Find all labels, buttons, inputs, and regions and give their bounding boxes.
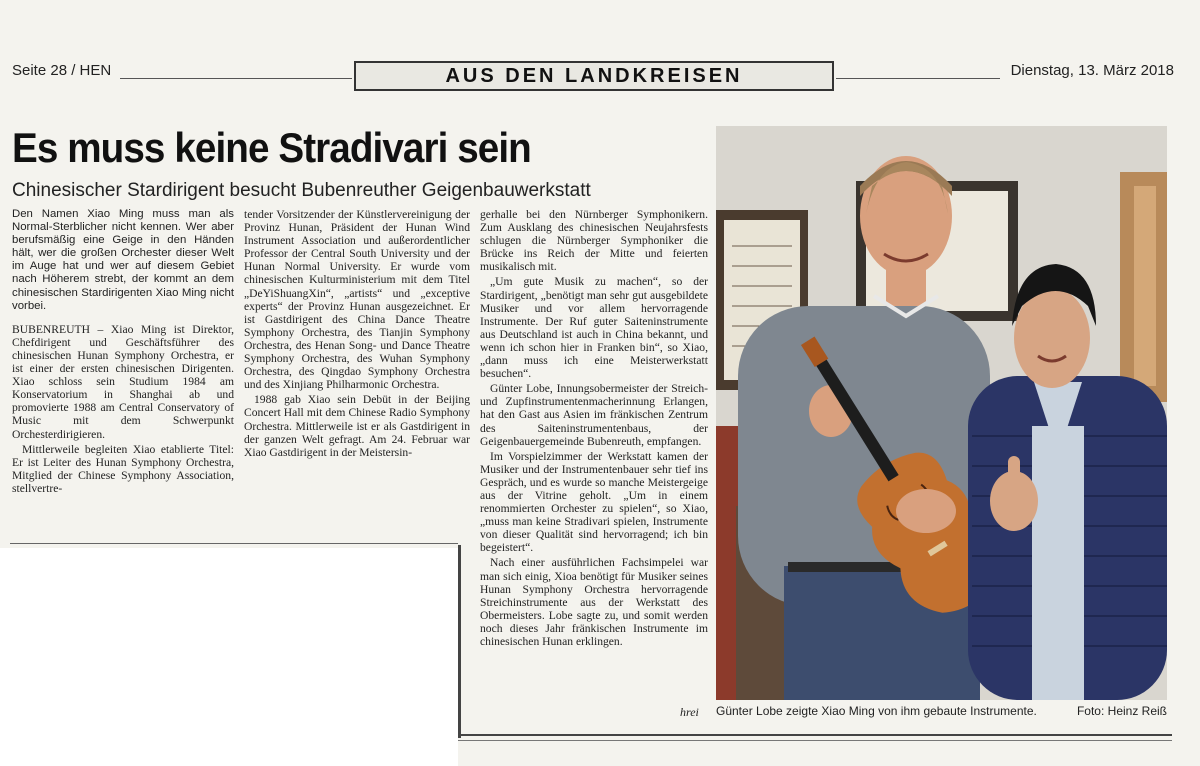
column-cut-rule — [10, 543, 458, 544]
article-paragraph: BUBENREUTH – Xiao Ming ist Direktor, Chefdirigent und Geschäftsführer des chinesischen Hunan Symphony Orchestra, er ist einer der ersten chinesischen Dirigenten. Xiao schloss sein Studium 1984 am Konservatorium in Shanghai ab und promovierte 1988 am Central Conservatory of Music mit dem Schwerpunkt Orchesterdirigieren. — [12, 322, 234, 441]
article-paragraph: Günter Lobe, Innungsobermeister der Streich- und Zupfinstrumentenmacherinnung Erlangen, hat den Gast aus Asien im fränkischen Zentrum des Saiteninstrumentenbaus, der Geigenbauergemeinde Bubenreuth, empfangen. — [480, 382, 708, 448]
article-paragraph: tender Vorsitzender der Künstlervereinigung der Provinz Hunan, Präsident der Hunan Wind Instrument Association und außerordentlicher Professor der Central South University und der Hunan Normal University. Er wurde vom chinesischen Kulturministerium mit dem Titel „DeYiShuangXin“, „artists“ und „exceptive experts“ der Provinz Hunan ausgezeichnet. Er ist Gastdirigent des China Dance Theatre Symphony Orchestra, des Tianjin Symphony Orchestra, des Henan Song- und Dance Theatre Symphony Orchestra, des Wuhan Symphony Orchestra, des Qingdao Symphony Orchestra und des Xinjiang Philharmonic Orchestra. — [244, 208, 470, 392]
article-column-3 — [480, 208, 708, 648]
page-reference: Seite 28 / HEN — [12, 62, 112, 79]
article-paragraph: Nach einer ausführlichen Fachsimpelei war man sich einig, Xioa benötigt für Musiker seines Hunan Symphony Orchestra hervorragende Streichinstrumente aus der Werkstatt des Obermeisters. Lobe sagte zu, und somit werden noch dieses Jahr fränkischen Instrumente im chinesischen Hunan erklingen. — [480, 556, 708, 648]
bottom-rule — [458, 734, 1172, 736]
article-paragraph: gerhalle bei den Nürnberger Symphonikern. Zum Ausklang des chinesischen Neujahrsfests schlugen die Nürnberger Symphoniker die Brücke ins Reich der Mitte und feierten musikalisch mit. — [480, 208, 708, 274]
article-subheadline: Chinesischer Stardirigent besucht Bubenreuther Geigenbauwerkstatt — [12, 180, 591, 201]
caption-text: Günter Lobe zeigte Xiao Ming von ihm gebaute Instrumente. — [716, 704, 1037, 718]
blank-area — [0, 548, 458, 766]
header-rule-right — [836, 78, 1000, 79]
article-paragraph: 1988 gab Xiao sein Debüt in der Beijing Concert Hall mit dem Chinese Radio Symphony Orchestra. Mittlerweile ist er als Gastdirigent in der ganzen Welt gefragt. Am 24. Februar war Xiao Gastdirigent in der Meistersin- — [244, 393, 470, 459]
author-signature: hrei — [680, 705, 699, 719]
article-paragraph: Im Vorspielzimmer der Werkstatt kamen der Musiker und der Instrumentenbauer sehr tief ins Gespräch, und es wurde so manche Meistergeige aus der Vitrine geholt. „Um in einem renommierten Orchester zu spielen“, so Xiao, „muss man keine Stradivari spielen, Instrumente von dieser Qualität sind hervorragend; ich bin begeistert“. — [480, 449, 708, 555]
column-side-rule — [458, 545, 461, 738]
photo-caption — [716, 704, 1167, 718]
article-photo — [716, 126, 1167, 700]
article-column-2 — [244, 208, 470, 459]
article-intro: Den Namen Xiao Ming muss man als Normal-Sterblicher nicht kennen. Wer aber berufsmäßig eine Geige in den Händen hält, wer die großen Orchester dieser Welt im Auge hat und wer auf diesem Gebiet nach Höherem strebt, der kommt an dem chinesischen Stardirigenten Xiao Ming nicht vorbei. — [12, 208, 234, 312]
article-paragraph: Mittlerweile begleiten Xiao etablierte Titel: Er ist Leiter des Hunan Symphony Orchestra, Mitglied der Chinese Symphony Association, stellvertre- — [12, 442, 234, 495]
article-column-1 — [12, 208, 234, 495]
article-headline: Es muss keine Stradivari sein — [12, 124, 531, 171]
article-paragraph: „Um gute Musik zu machen“, so der Stardirigent, „benötigt man sehr gut ausgebildete Musiker und vor allem hervorragende Instrumente. Der Ruf guter Saiteninstrumente aus Deutschland ist auch in China bekannt, und wenn ich schon hier in Franken bin“, so Xiao, „dann muss ich eine Meisterwerkstatt besuchen“. — [480, 275, 708, 381]
header-rule-left — [120, 78, 352, 79]
section-title: AUS DEN LANDKREISEN — [354, 61, 834, 91]
issue-date: Dienstag, 13. März 2018 — [1010, 62, 1174, 79]
bottom-rule-thin — [458, 740, 1172, 741]
photo-credit: Foto: Heinz Reiß — [1076, 704, 1167, 718]
